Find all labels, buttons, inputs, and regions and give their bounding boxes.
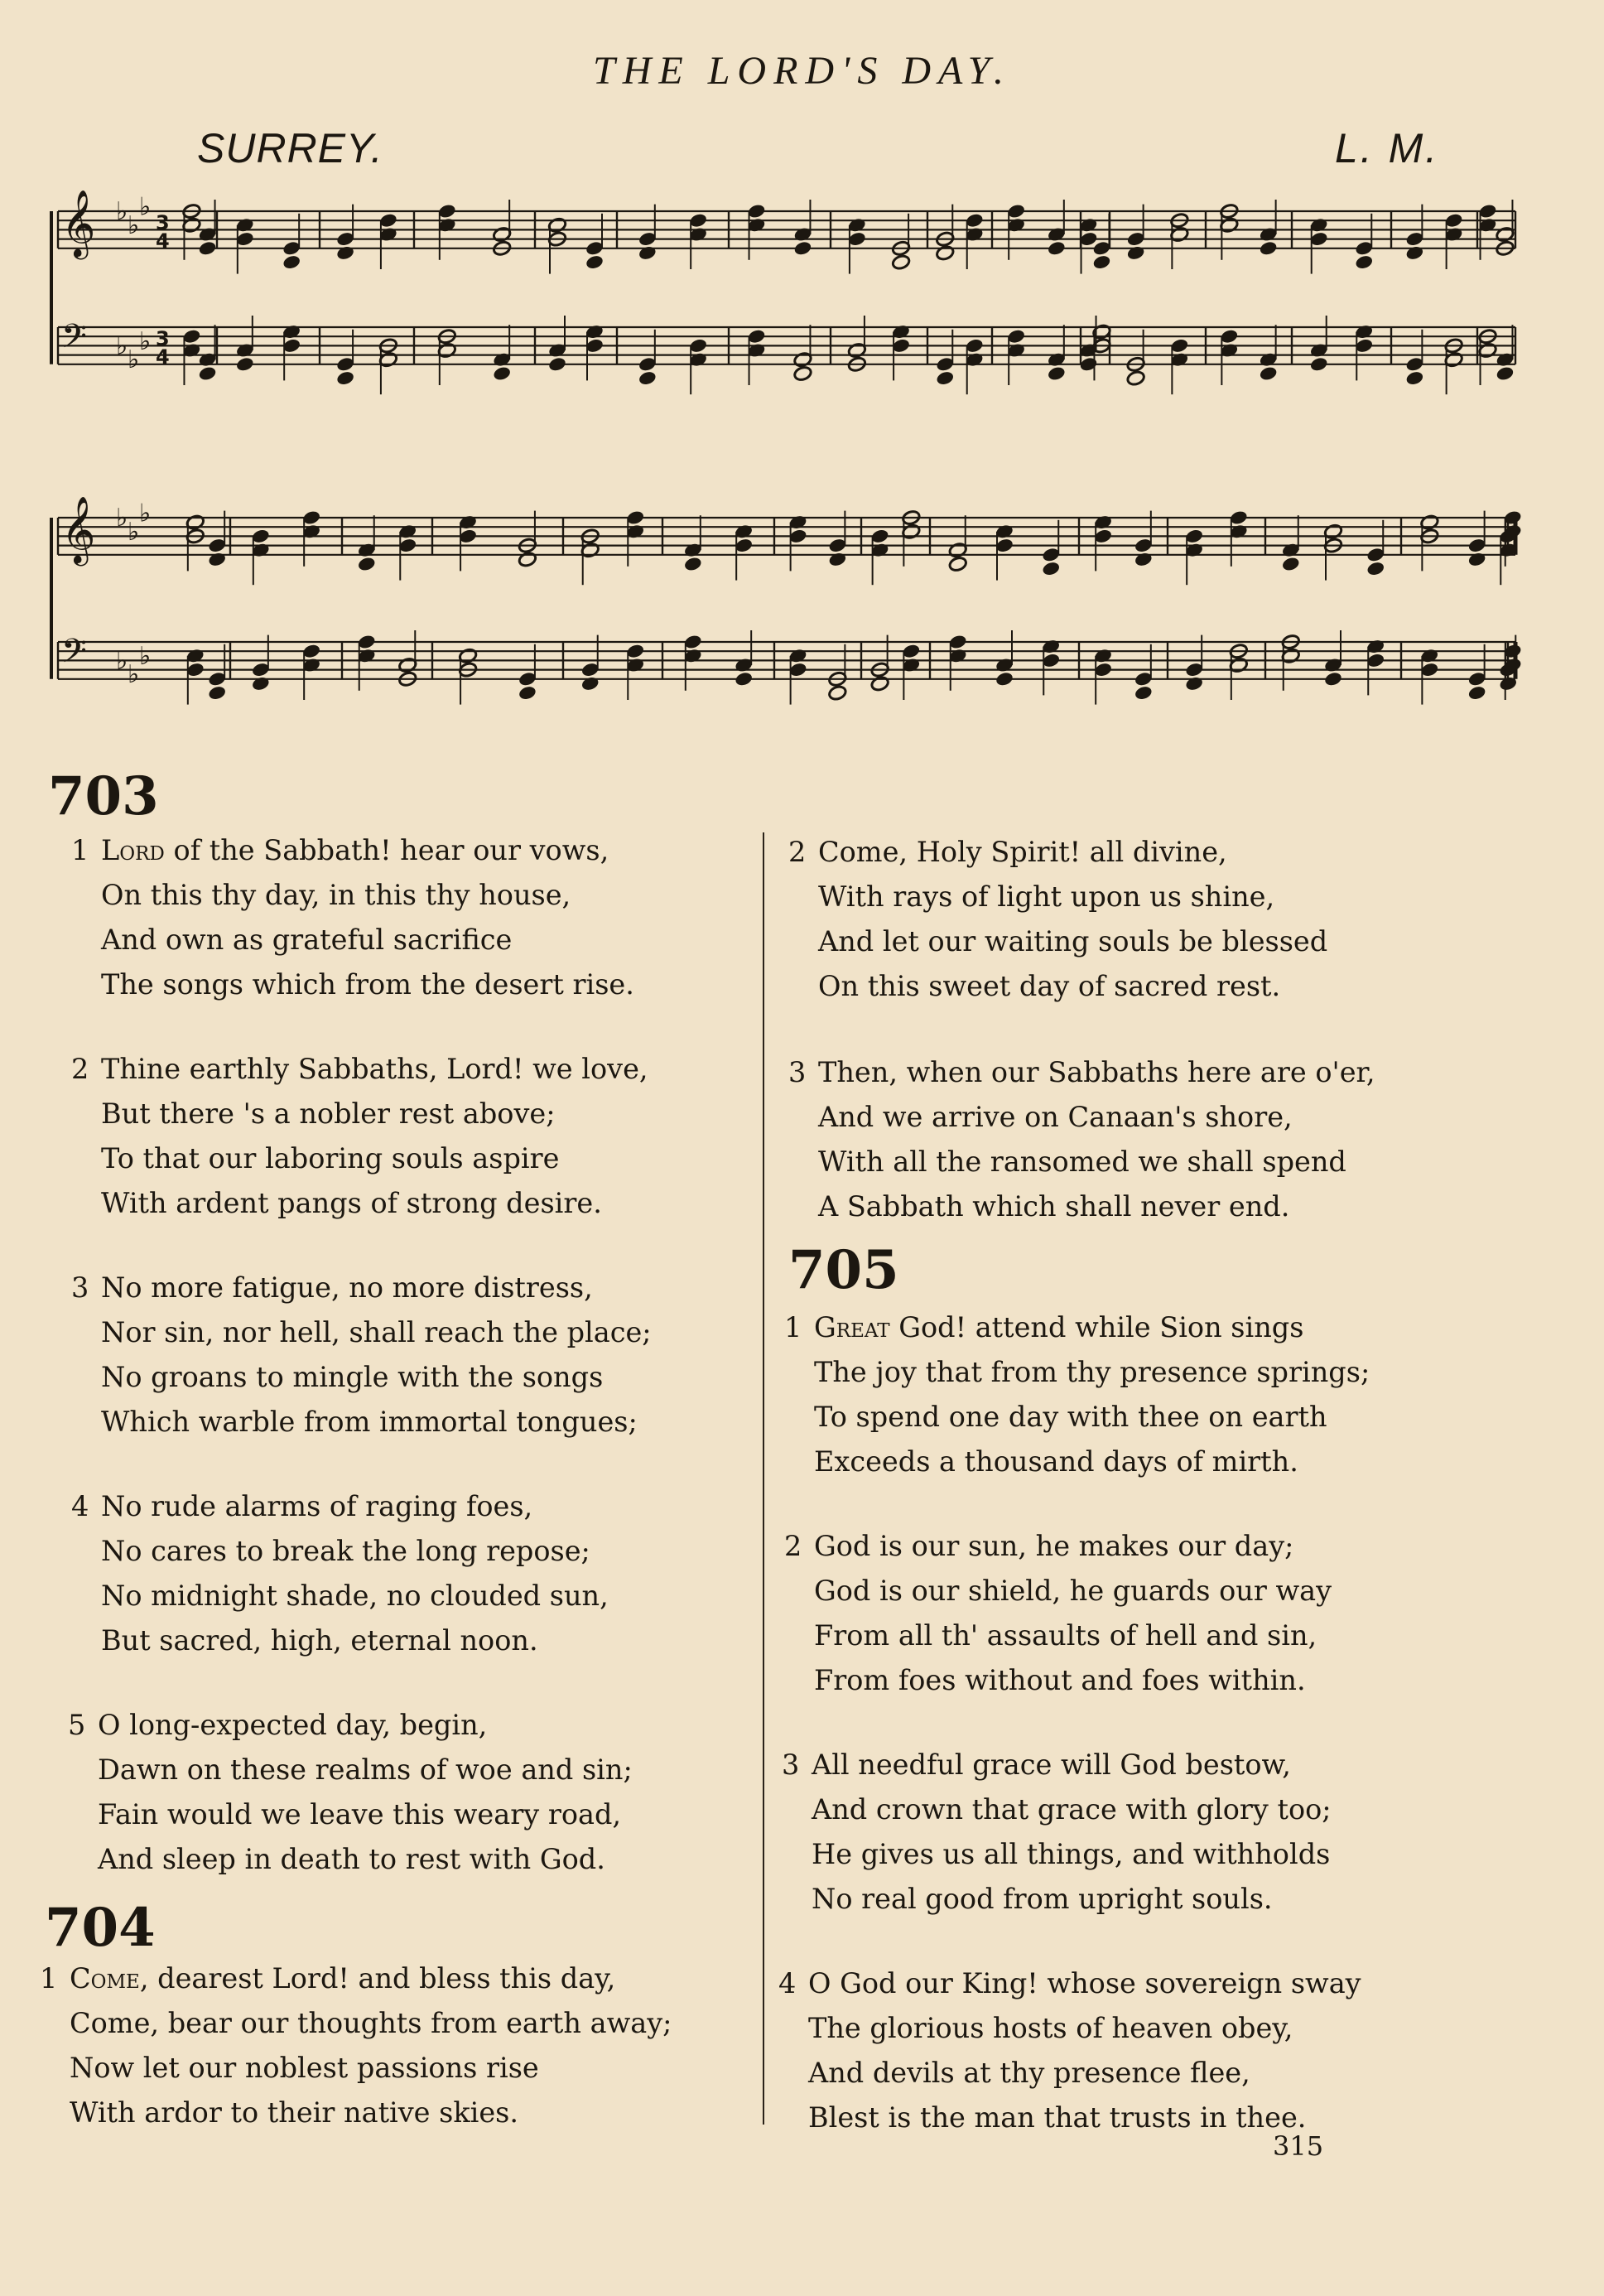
verse-line: The joy that from thy presence springs; xyxy=(814,1356,1370,1388)
first-word: Come, xyxy=(70,1962,149,1995)
verse-line: The songs which from the desert rise. xyxy=(101,968,634,1001)
verse-line: Blest is the man that trusts in thee. xyxy=(808,2101,1307,2134)
svg-text:♭: ♭ xyxy=(139,192,152,222)
staff-lines xyxy=(58,211,1515,679)
svg-text:♭: ♭ xyxy=(128,517,140,547)
svg-text:𝄢: 𝄢 xyxy=(61,632,87,678)
verse-line: And sleep in death to rest with God. xyxy=(98,1843,605,1875)
verse-line: A Sabbath which shall never end. xyxy=(818,1190,1290,1223)
hymn-number: 704 xyxy=(45,1897,156,1959)
stanza xyxy=(784,1305,1370,1484)
svg-text:♭: ♭ xyxy=(128,660,140,690)
stanza xyxy=(71,1266,652,1445)
verse-line: Then, when our Sabbaths here are o'er, xyxy=(818,1056,1375,1088)
verse-line: With ardent pangs of strong desire. xyxy=(101,1187,602,1219)
verse-line: Thine earthly Sabbaths, Lord! we love, xyxy=(101,1053,648,1085)
verse-number: 5 xyxy=(68,1709,86,1741)
verse-line: No groans to mingle with the songs xyxy=(101,1361,604,1393)
verse-line: With all the ransomed we shall spend xyxy=(818,1146,1346,1178)
svg-text:𝄞: 𝄞 xyxy=(61,189,96,257)
verse-number: 2 xyxy=(71,1053,89,1085)
stanza xyxy=(784,1524,1332,1703)
tune-name: SURREY. xyxy=(197,125,383,171)
svg-text:♭: ♭ xyxy=(116,504,128,533)
notes xyxy=(182,200,1523,705)
svg-text:3: 3 xyxy=(156,327,170,350)
svg-text:♭: ♭ xyxy=(128,345,140,375)
svg-text:♭: ♭ xyxy=(116,331,128,361)
verse-line: And crown that grace with glory too; xyxy=(812,1793,1332,1826)
verse-line: No midnight shade, no clouded sun, xyxy=(101,1580,609,1612)
verse-line: No rude alarms of raging foes, xyxy=(101,1490,533,1522)
verse-line: And we arrive on Canaan's shore, xyxy=(818,1101,1293,1133)
verse-number: 4 xyxy=(71,1490,89,1522)
verse-line: God is our sun, he makes our day; xyxy=(814,1530,1294,1562)
verse-line: of the Sabbath! hear our vows, xyxy=(164,834,609,866)
verse-number: 1 xyxy=(40,1962,58,1995)
svg-text:♭: ♭ xyxy=(139,499,152,528)
stanza xyxy=(788,1050,1375,1229)
music-score xyxy=(0,0,1604,779)
verse-line: And devils at thy presence flee, xyxy=(808,2057,1250,2089)
verse-line: All needful grace will God bestow, xyxy=(812,1749,1291,1781)
verse-line: Come, bear our thoughts from earth away; xyxy=(70,2007,672,2039)
verse-line: Nor sin, nor hell, shall reach the place; xyxy=(101,1316,652,1348)
svg-text:♭: ♭ xyxy=(128,210,140,240)
verse-line: And own as grateful sacrifice xyxy=(101,924,513,956)
verse-number: 1 xyxy=(784,1311,802,1343)
verse-line: On this thy day, in this thy house, xyxy=(101,879,571,911)
verse-line: From all th' assaults of hell and sin, xyxy=(814,1619,1317,1652)
hymn-number: 703 xyxy=(48,765,159,827)
verse-line: Dawn on these realms of woe and sin; xyxy=(98,1753,633,1786)
verse-line: And let our waiting souls be blessed xyxy=(818,925,1328,957)
verse-line: Now let our noblest passions rise xyxy=(70,2052,539,2084)
svg-text:♭: ♭ xyxy=(139,641,152,671)
verse-line: No cares to break the long repose; xyxy=(101,1535,590,1567)
bar-lines xyxy=(51,211,1515,679)
stanza xyxy=(40,1956,672,2135)
svg-text:𝄞: 𝄞 xyxy=(61,495,96,563)
verse-line: From foes without and foes within. xyxy=(814,1664,1306,1696)
verse-line: dearest Lord! and bless this day, xyxy=(148,1962,616,1995)
verse-line: He gives us all things, and withholds xyxy=(812,1838,1331,1870)
verse-line: But sacred, high, eternal noon. xyxy=(101,1624,538,1657)
verse-line: Come, Holy Spirit! all divine, xyxy=(818,836,1227,868)
svg-text:𝄢: 𝄢 xyxy=(61,317,87,364)
stanza xyxy=(788,830,1327,1009)
verse-number: 2 xyxy=(788,836,807,868)
verse-number: 3 xyxy=(71,1271,89,1304)
verse-line: To that our laboring souls aspire xyxy=(101,1142,560,1175)
meter-label: L. M. xyxy=(1335,125,1440,171)
column-divider xyxy=(763,832,764,2125)
svg-text:4: 4 xyxy=(156,345,170,369)
verse-line: With ardor to their native skies. xyxy=(70,2096,519,2129)
svg-text:4: 4 xyxy=(156,229,170,253)
stanza xyxy=(68,1703,633,1882)
stanza xyxy=(71,828,634,1007)
svg-text:♭: ♭ xyxy=(139,326,152,356)
verse-line: But there 's a nobler rest above; xyxy=(101,1097,556,1130)
running-title: THE LORD'S DAY. xyxy=(593,49,1011,93)
stanza xyxy=(782,1743,1332,1922)
verse-line: God! attend while Sion sings xyxy=(889,1311,1304,1343)
verse-line: God is our shield, he guards our way xyxy=(814,1575,1332,1607)
verse-line: To spend one day with thee on earth xyxy=(814,1401,1327,1433)
verse-line: With rays of light upon us shine, xyxy=(818,880,1275,913)
svg-text:♭: ♭ xyxy=(116,646,128,676)
verse-line: Fain would we leave this weary road, xyxy=(98,1798,622,1831)
first-word: Lord xyxy=(101,834,165,866)
verse-line: No more fatigue, no more distress, xyxy=(101,1271,593,1304)
verse-line: No real good from upright souls. xyxy=(812,1883,1273,1915)
verse-line: Which warble from immortal tongues; xyxy=(101,1406,638,1438)
svg-text:3: 3 xyxy=(156,211,170,234)
verse-line: O God our King! whose sovereign sway xyxy=(808,1967,1361,1999)
svg-text:♭: ♭ xyxy=(116,197,128,226)
verse-line: On this sweet day of sacred rest. xyxy=(818,970,1281,1002)
verse-number: 3 xyxy=(788,1056,807,1088)
clefs-and-key-signatures xyxy=(61,189,170,689)
verse-number: 1 xyxy=(71,834,89,866)
verse-line: O long-expected day, begin, xyxy=(98,1709,488,1741)
verse-number: 4 xyxy=(778,1967,797,1999)
verse-number: 3 xyxy=(782,1749,800,1781)
stanza xyxy=(71,1484,609,1663)
stanza xyxy=(778,1961,1361,2140)
verse-line: The glorious hosts of heaven obey, xyxy=(808,2012,1293,2044)
verse-number: 2 xyxy=(784,1530,802,1562)
hymn-number: 705 xyxy=(788,1239,899,1301)
first-word: Great xyxy=(814,1311,890,1343)
verse-line: Exceeds a thousand days of mirth. xyxy=(814,1445,1298,1478)
stanza xyxy=(71,1047,648,1226)
page-number: 315 xyxy=(1273,2130,1324,2162)
